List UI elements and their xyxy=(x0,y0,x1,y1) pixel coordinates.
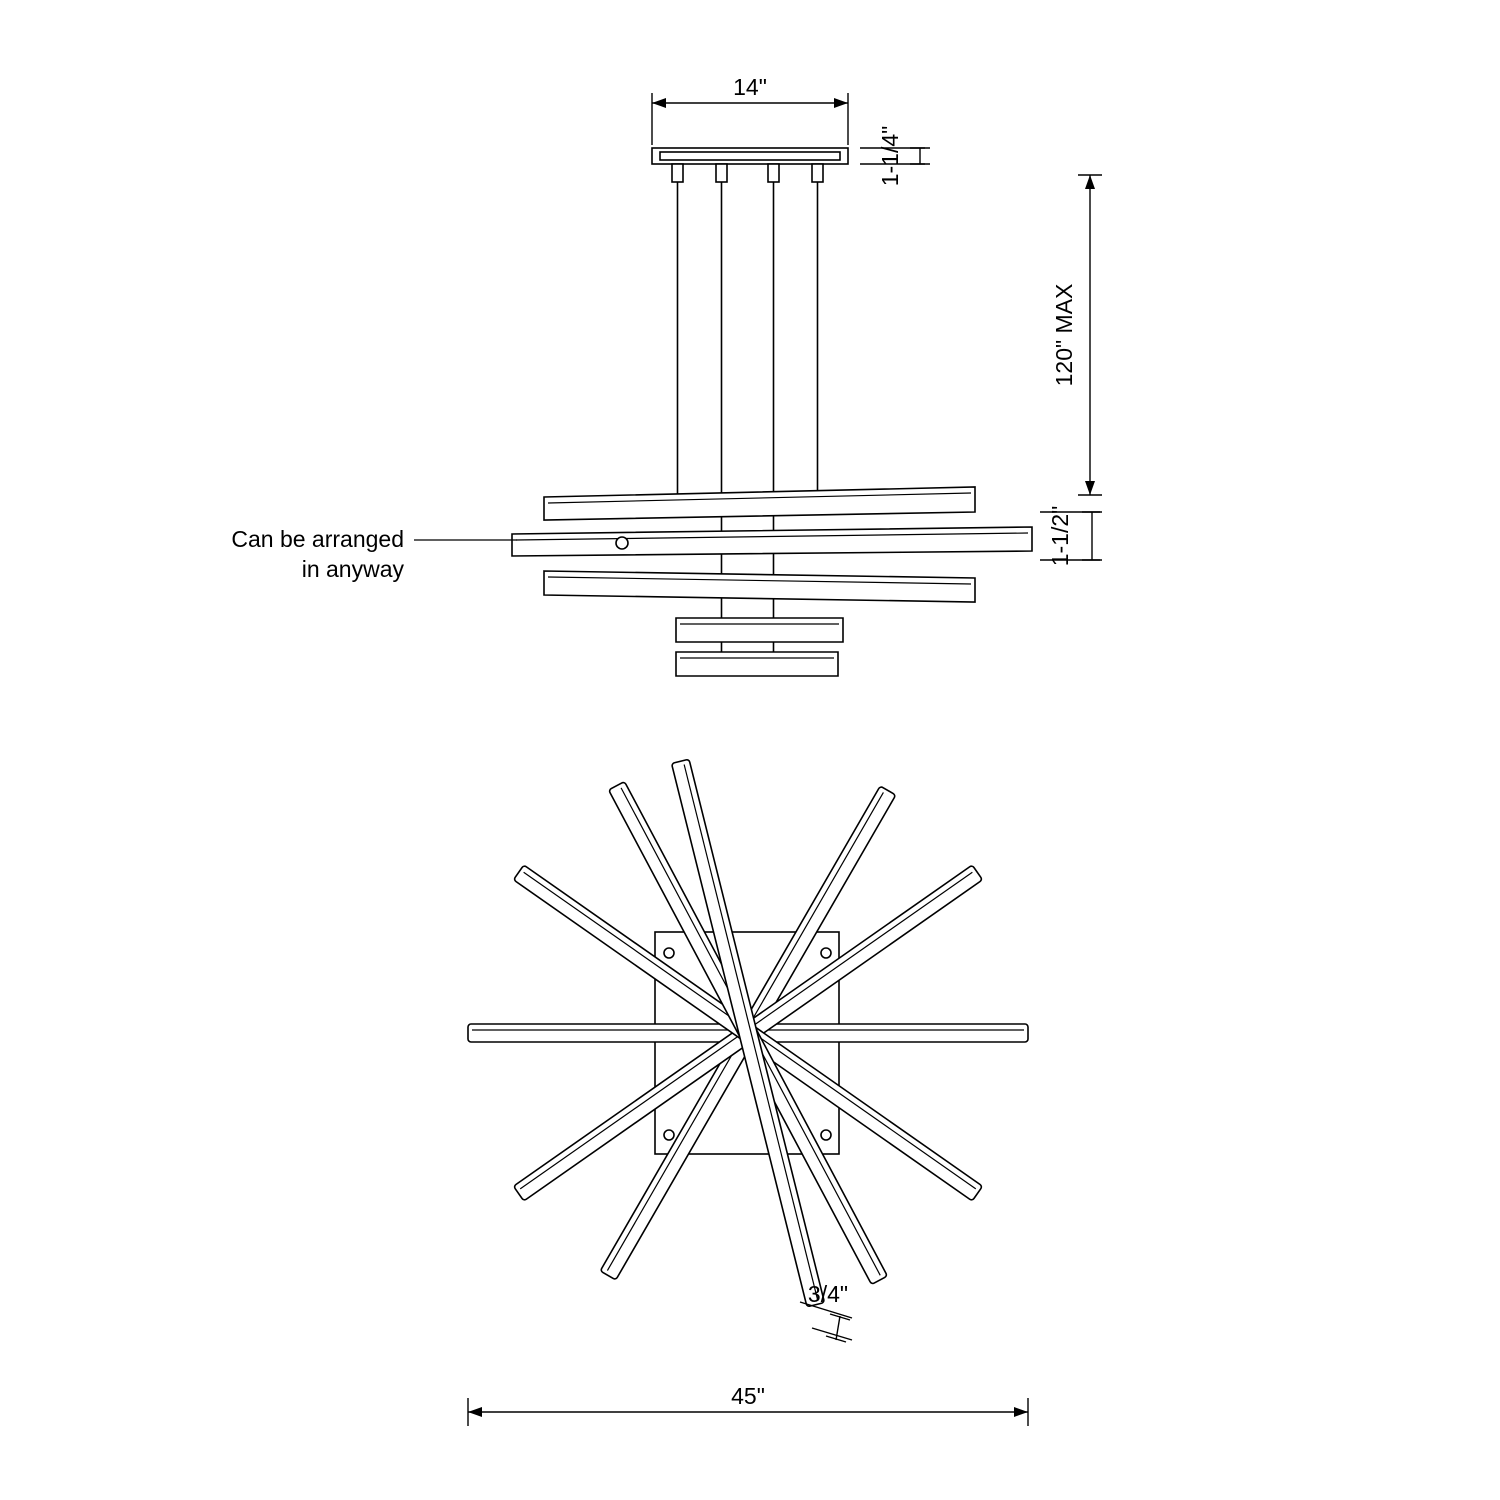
overall-width-label: 45" xyxy=(731,1383,765,1409)
bar-thickness-side-label: 1-1/2" xyxy=(1047,505,1073,567)
annotation-line-2: in anyway xyxy=(301,556,404,582)
led-bar-elevation-4 xyxy=(676,618,843,642)
canopy xyxy=(652,148,848,164)
dimension-overall-width xyxy=(468,1383,1028,1426)
canopy-height-label: 1-1/4" xyxy=(877,125,903,187)
dimension-canopy-height xyxy=(860,126,930,187)
bar-thickness-plan-label: 3/4" xyxy=(807,1281,849,1307)
dimension-max-drop xyxy=(1051,175,1102,495)
canopy-width-label: 14" xyxy=(733,74,767,100)
max-drop-label: 120" MAX xyxy=(1051,283,1077,387)
led-bar-elevation-5 xyxy=(676,652,838,676)
annotation-line-1: Can be arranged xyxy=(231,526,404,552)
dimension-canopy-width xyxy=(652,74,848,145)
dimension-bar-thickness-side xyxy=(1040,506,1102,567)
led-bar-elevation-1 xyxy=(544,487,975,520)
annotation-arrangement xyxy=(231,526,517,582)
dimension-bar-thickness-plan xyxy=(800,1281,852,1342)
led-bar-elevation-2 xyxy=(512,527,1032,556)
led-bar-elevation-3 xyxy=(544,571,975,602)
